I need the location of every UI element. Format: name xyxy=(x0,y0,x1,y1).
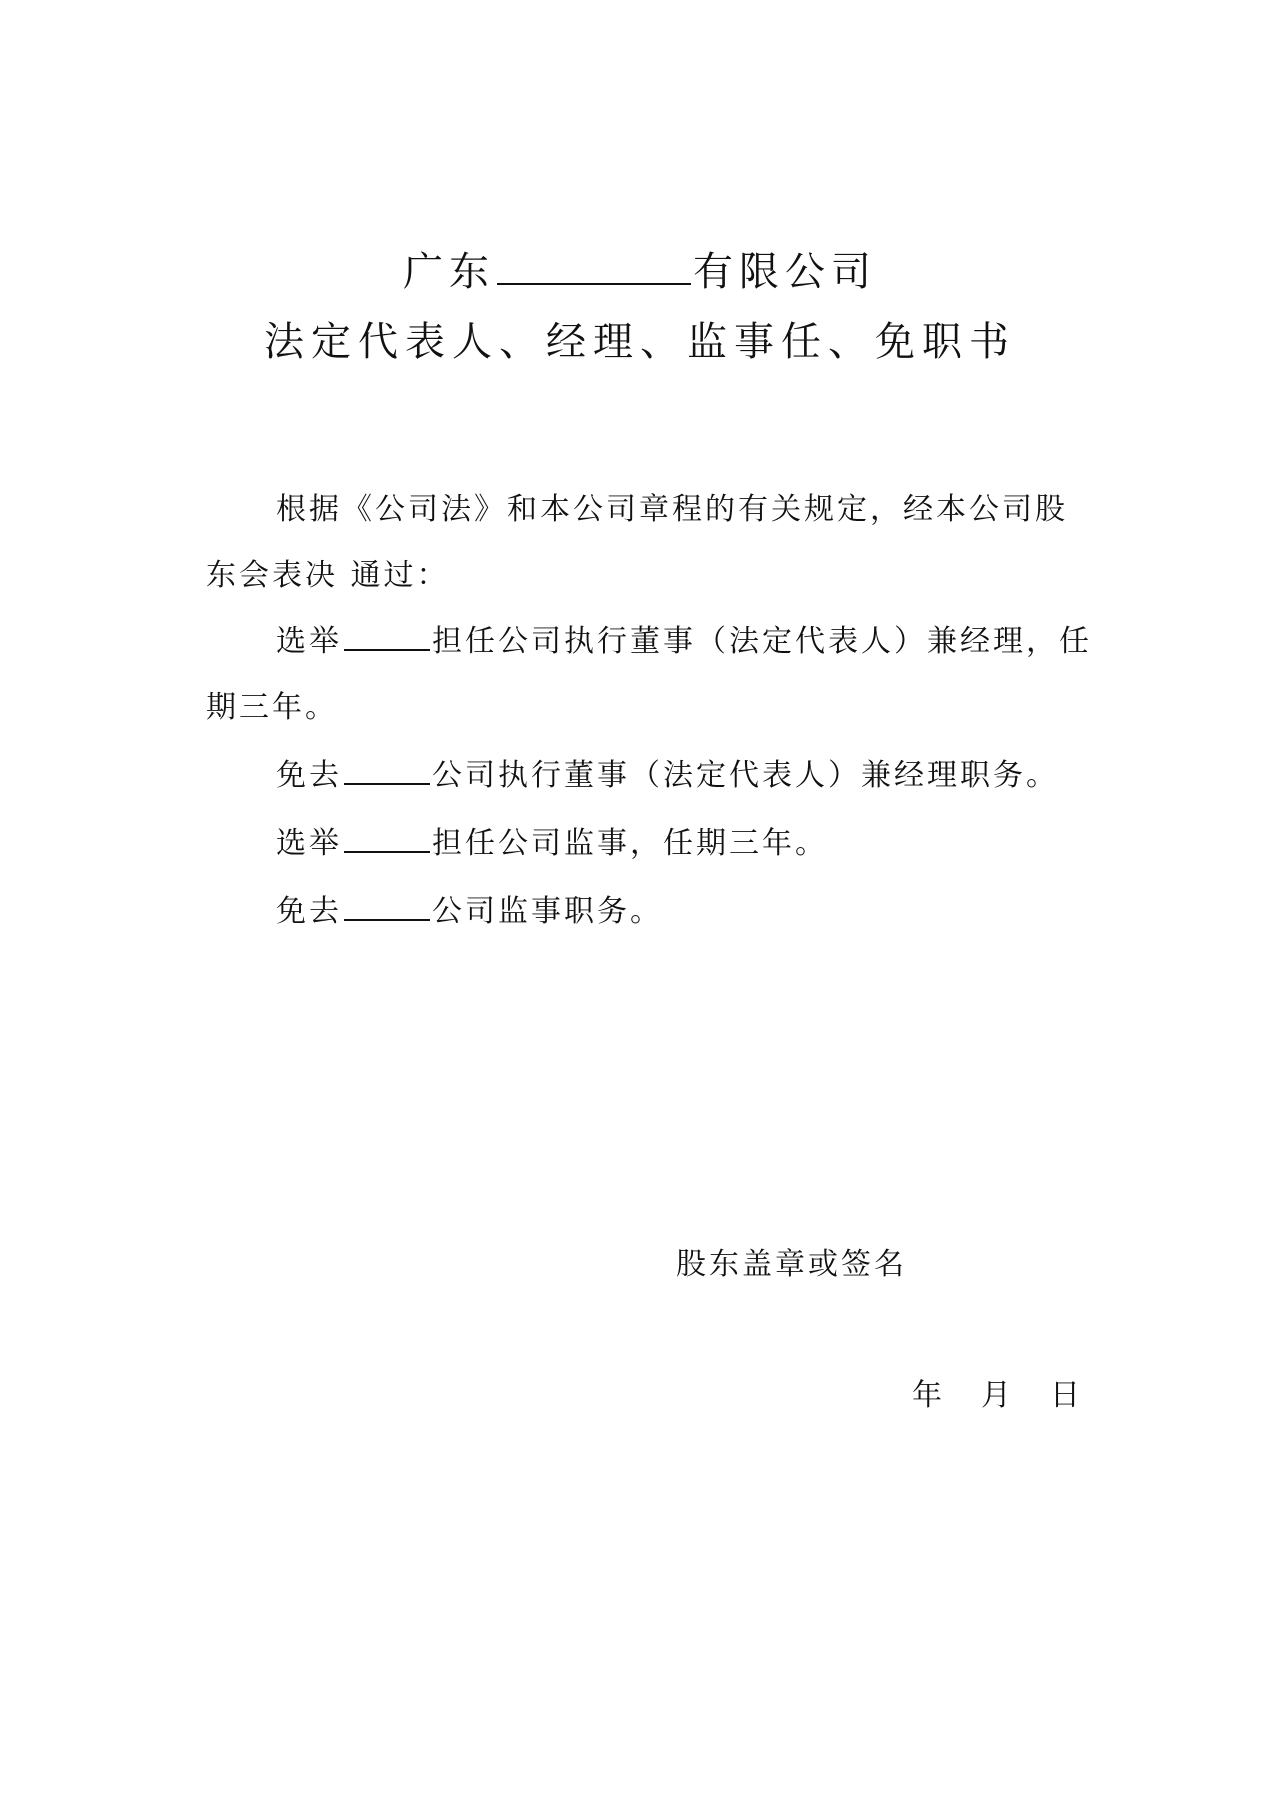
title-prefix: 广东 xyxy=(403,249,495,295)
remove-supervisor-prefix: 免去 xyxy=(276,894,342,929)
remove-supervisor-suffix: 公司监事职务。 xyxy=(432,894,663,929)
company-name-blank xyxy=(497,249,691,285)
remove-supervisor-line xyxy=(276,892,663,932)
date-month: 月 xyxy=(981,1378,1014,1413)
remove-supervisor-blank xyxy=(344,893,430,921)
elect-manager-line-2: 期三年。 xyxy=(206,690,338,725)
elect-manager-line xyxy=(276,622,1092,662)
date-year: 年 xyxy=(912,1378,945,1413)
document-title xyxy=(0,240,1280,297)
remove-manager-suffix: 公司执行董事（法定代表人）兼经理职务。 xyxy=(432,758,1059,793)
elect-supervisor-line xyxy=(276,824,828,864)
document-subtitle: 法定代表人、经理、监事任、免职书 xyxy=(264,319,1016,365)
remove-manager-blank xyxy=(344,757,430,785)
elect-supervisor-suffix: 担任公司监事，任期三年。 xyxy=(432,826,828,861)
elect-supervisor-blank xyxy=(344,825,430,853)
date-day: 日 xyxy=(1050,1378,1083,1413)
signature-date xyxy=(912,1376,1083,1416)
elect-manager-prefix: 选举 xyxy=(276,624,342,659)
remove-manager-line xyxy=(276,756,1059,796)
intro-line-2: 东会表决 通过： xyxy=(206,558,450,593)
remove-manager-prefix: 免去 xyxy=(276,758,342,793)
elect-manager-blank xyxy=(344,623,430,651)
elect-supervisor-prefix: 选举 xyxy=(276,826,342,861)
signature-label: 股东盖章或签名 xyxy=(676,1247,907,1282)
elect-manager-suffix: 担任公司执行董事（法定代表人）兼经理，任 xyxy=(432,624,1092,659)
intro-line-1: 根据《公司法》和本公司章程的有关规定，经本公司股 xyxy=(276,492,1068,527)
title-suffix: 有限公司 xyxy=(693,249,877,295)
